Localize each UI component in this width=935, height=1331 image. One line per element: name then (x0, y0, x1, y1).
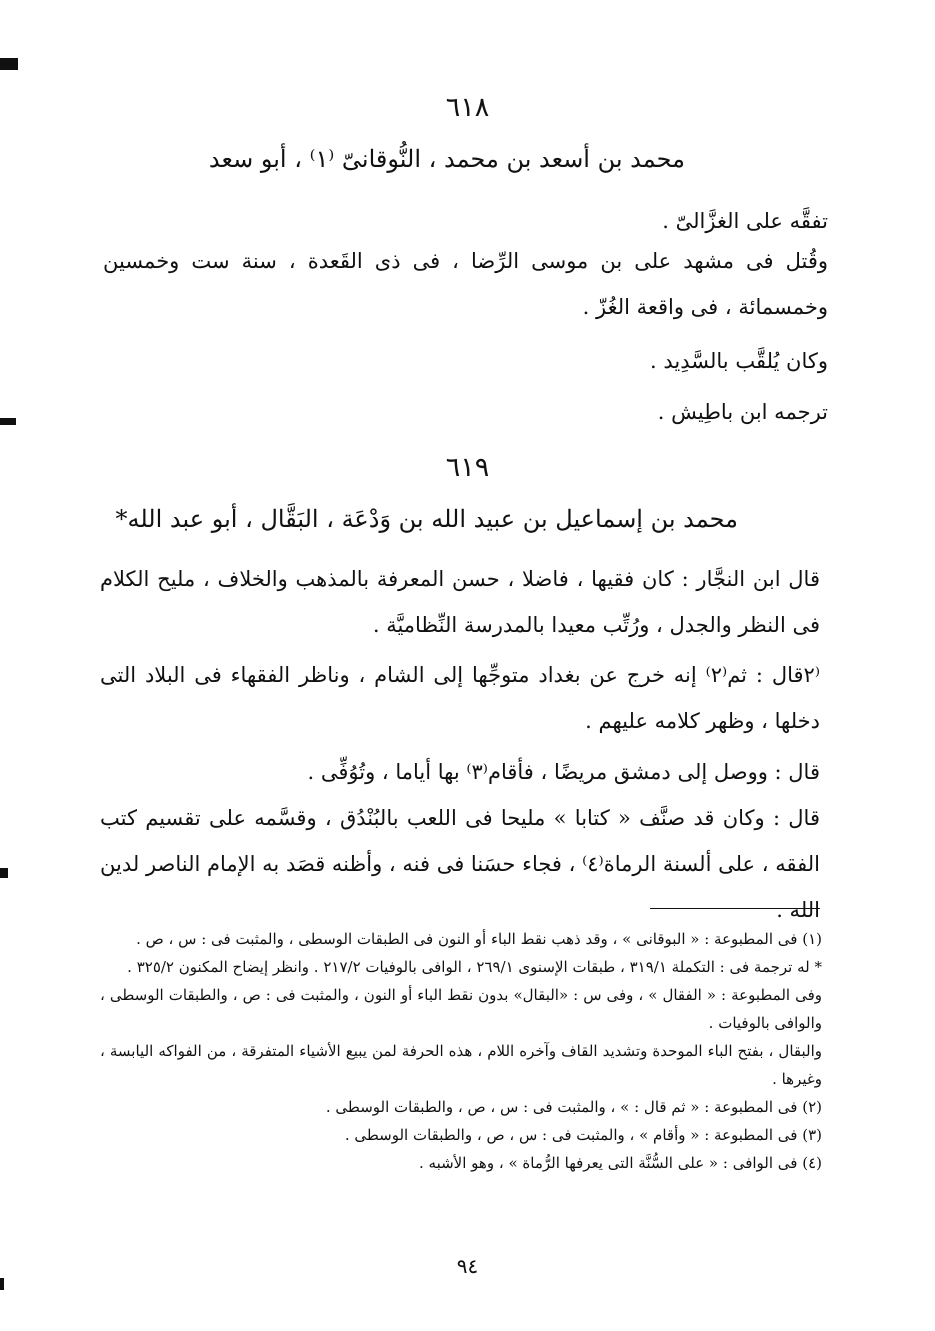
paragraph-618-4: ترجمه ابن باطِيش . (657, 400, 828, 424)
entry-title-618: محمد بن أسعد بن محمد ، النُّوقانىّ ⁽١⁾ ، أبو سعد (208, 145, 685, 173)
paragraph-618-3: وكان يُلقَّب بالسَّدِيد . (650, 349, 828, 373)
entry-number-619: ٦١٩ (445, 452, 490, 483)
footnote-star: * له ترجمة فى : التكملة ٣١٩/١ ، طبقات الإسنوى ٢٦٩/١ ، الوافى بالوفيات ٢١٧/٢ . وانظر إيضاح المكنون ٣٢٥/٢ . (127, 958, 822, 976)
page-number: ٩٤ (456, 1254, 479, 1278)
footnote-1: (١) فى المطبوعة : « البوقانى » ، وقد ذهب نقط الباء أو النون فى الطبقات الوسطى ، والمثبت فى : س ، ص . (136, 930, 822, 948)
paragraph-619-1: قال ابن النجَّار : كان فقيها ، فاضلا ، حسن المعرفة بالمذهب والخلاف ، مليح الكلام فى النظر والجدل ، ورُتِّب معيدا بالمدرسة النِّظاميَّة . (100, 567, 820, 637)
footnote-separator (650, 908, 820, 909)
paragraph-618-2: وقُتل فى مشهد على بن موسى الرِّضا ، فى ذى القَعدة ، سنة ست وخمسين وخمسمائة ، فى واقعة الغُزّ . (103, 249, 828, 319)
entry-title-619: محمد بن إسماعيل بن عبيد الله بن وَدْعَة ، البَقَّال ، أبو عبد الله* (115, 505, 738, 533)
footnote-star-cont-1: وفى المطبوعة : « الفقال » ، وفى س : «البقال» بدون نقط الباء أو النون ، والمثبت فى : ص ، والطبقات الوسطى ، والوافى بالوفيات . (100, 986, 822, 1032)
paragraph-618-1: تفقَّه على الغزَّالىّ . (662, 209, 828, 233)
footnote-4: (٤) فى الوافى : « على السُّنَّة التى يعرفها الرُّماة » ، وهو الأشبه . (419, 1154, 822, 1172)
scan-edge-mark (0, 1278, 4, 1290)
entry-number-618: ٦١٨ (445, 92, 490, 123)
footnote-2: (٢) فى المطبوعة : « ثم قال : » ، والمثبت فى : س ، ص ، والطبقات الوسطى . (325, 1098, 822, 1116)
scan-edge-mark (0, 58, 18, 70)
paragraph-619-2: ⁽٢قال : ثم⁽٢⁾ إنه خرج عن بغداد متوجِّها إلى الشام ، وناظر الفقهاء فى البلاد التى دخلها ، وظهر كلامه عليهم . (100, 663, 820, 733)
scan-edge-mark (0, 868, 8, 878)
scan-edge-mark (0, 418, 16, 425)
footnote-star-cont-2: والبقال ، بفتح الباء الموحدة وتشديد القاف وآخره اللام ، هذه الحرفة لمن يبيع الأشياء المتفرقة ، من الفواكه اليابسة ، وغيرها . (100, 1042, 822, 1088)
paragraph-619-4: قال : وكان قد صنَّف « كتابا » مليحا فى اللعب بالبُنْدُق ، وقسَّمه على تقسيم كتب الفقه ، على ألسنة الرماة⁽٤⁾ ، فجاء حسَنا فى فنه ، وأظنه قصَد به الإمام الناصر لدين الله . (100, 806, 820, 922)
footnotes (100, 925, 822, 1177)
footnote-3: (٣) فى المطبوعة : « وأقام » ، والمثبت فى : س ، ص ، والطبقات الوسطى . (344, 1126, 822, 1144)
paragraph-619-3: قال : ووصل إلى دمشق مريضًا ، فأقام⁽٣⁾ بها أياما ، وتُوُفِّى . (307, 760, 820, 784)
